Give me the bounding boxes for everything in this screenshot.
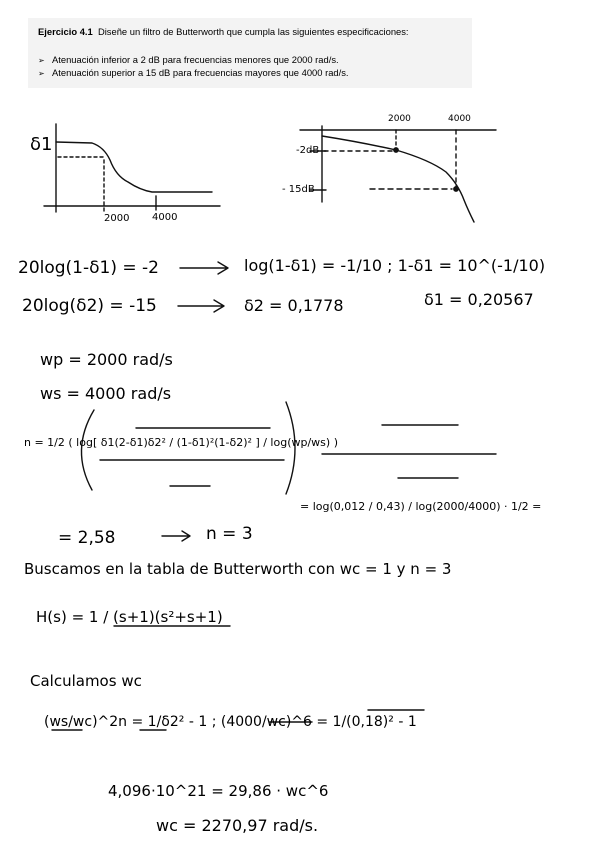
wp-value: wp = 2000 rad/s bbox=[40, 350, 173, 369]
left-big-paren bbox=[81, 410, 94, 490]
eq1-result: log(1-δ1) = -1/10 ; 1-δ1 = 10^(-1/10) bbox=[244, 256, 546, 275]
statement-title: Diseñe un filtro de Butterworth que cumpla las siguientes especificaciones: bbox=[97, 26, 409, 37]
graph1-tick-label-4000: 4000 bbox=[152, 212, 178, 223]
spec-text-1: Atenuación inferior a 2 dB para frecuencias menores que 2000 rad/s. bbox=[52, 54, 339, 65]
eq2-result: δ2 = 0,1778 bbox=[244, 296, 344, 315]
wc-step: 4,096·10^21 = 29,86 · wc^6 bbox=[108, 782, 329, 800]
n-result: n = 3 bbox=[206, 524, 253, 544]
arrow-icon bbox=[162, 531, 190, 541]
graph2-point-4000 bbox=[454, 187, 458, 191]
graph2-tick-label-2000: 2000 bbox=[388, 114, 411, 124]
graph2-tick-label-4000: 4000 bbox=[448, 114, 471, 124]
n-value: = 2,58 bbox=[58, 528, 116, 548]
graph-attenuation bbox=[300, 126, 496, 222]
graph-passband bbox=[44, 124, 220, 212]
n-formula: n = 1/2 ( log[ δ1(2-δ1)δ2² / (1-δ1)²(1-δ2)² ] / log(wp/ws) ) bbox=[24, 436, 338, 449]
arrow-bullet-icon: ➢ bbox=[38, 56, 45, 65]
eq2: 20log(δ2) = -15 bbox=[22, 296, 157, 316]
graph2-label-2db: -2dB bbox=[296, 145, 320, 156]
graph1-ylabel: δ1 bbox=[30, 134, 53, 155]
graph1-tick-label-2000: 2000 bbox=[104, 213, 130, 224]
graph2-point-2000 bbox=[394, 148, 398, 152]
graph2-label-15db: - 15dB bbox=[282, 184, 315, 195]
wc-equation: (ws/wc)^2n = 1/δ2² - 1 ; (4000/wc)^6 = 1/(0,18)² - 1 bbox=[44, 714, 417, 730]
ws-value: ws = 4000 rad/s bbox=[40, 384, 172, 403]
graph1-curve bbox=[56, 142, 212, 192]
buscamos-text: Buscamos en la tabla de Butterworth con wc = 1 y n = 3 bbox=[24, 560, 452, 578]
arrow-bullet-icon: ➢ bbox=[38, 69, 45, 78]
exercise-label: Ejercicio 4.1 bbox=[38, 26, 93, 37]
arrow-icon bbox=[178, 300, 224, 312]
arrow-icon bbox=[180, 262, 228, 274]
wc-result: wc = 2270,97 rad/s. bbox=[156, 816, 319, 835]
eq1: 20log(1-δ1) = -2 bbox=[18, 258, 159, 278]
calculamos-text: Calculamos wc bbox=[30, 672, 142, 690]
spec-text-2: Atenuación superior a 15 dB para frecuencias mayores que 4000 rad/s. bbox=[52, 67, 349, 78]
delta1-value: δ1 = 0,20567 bbox=[424, 290, 534, 309]
transfer-function: H(s) = 1 / (s+1)(s²+s+1) bbox=[36, 608, 223, 626]
n-substituted: = log(0,012 / 0,43) / log(2000/4000) · 1/2 = bbox=[300, 500, 542, 513]
